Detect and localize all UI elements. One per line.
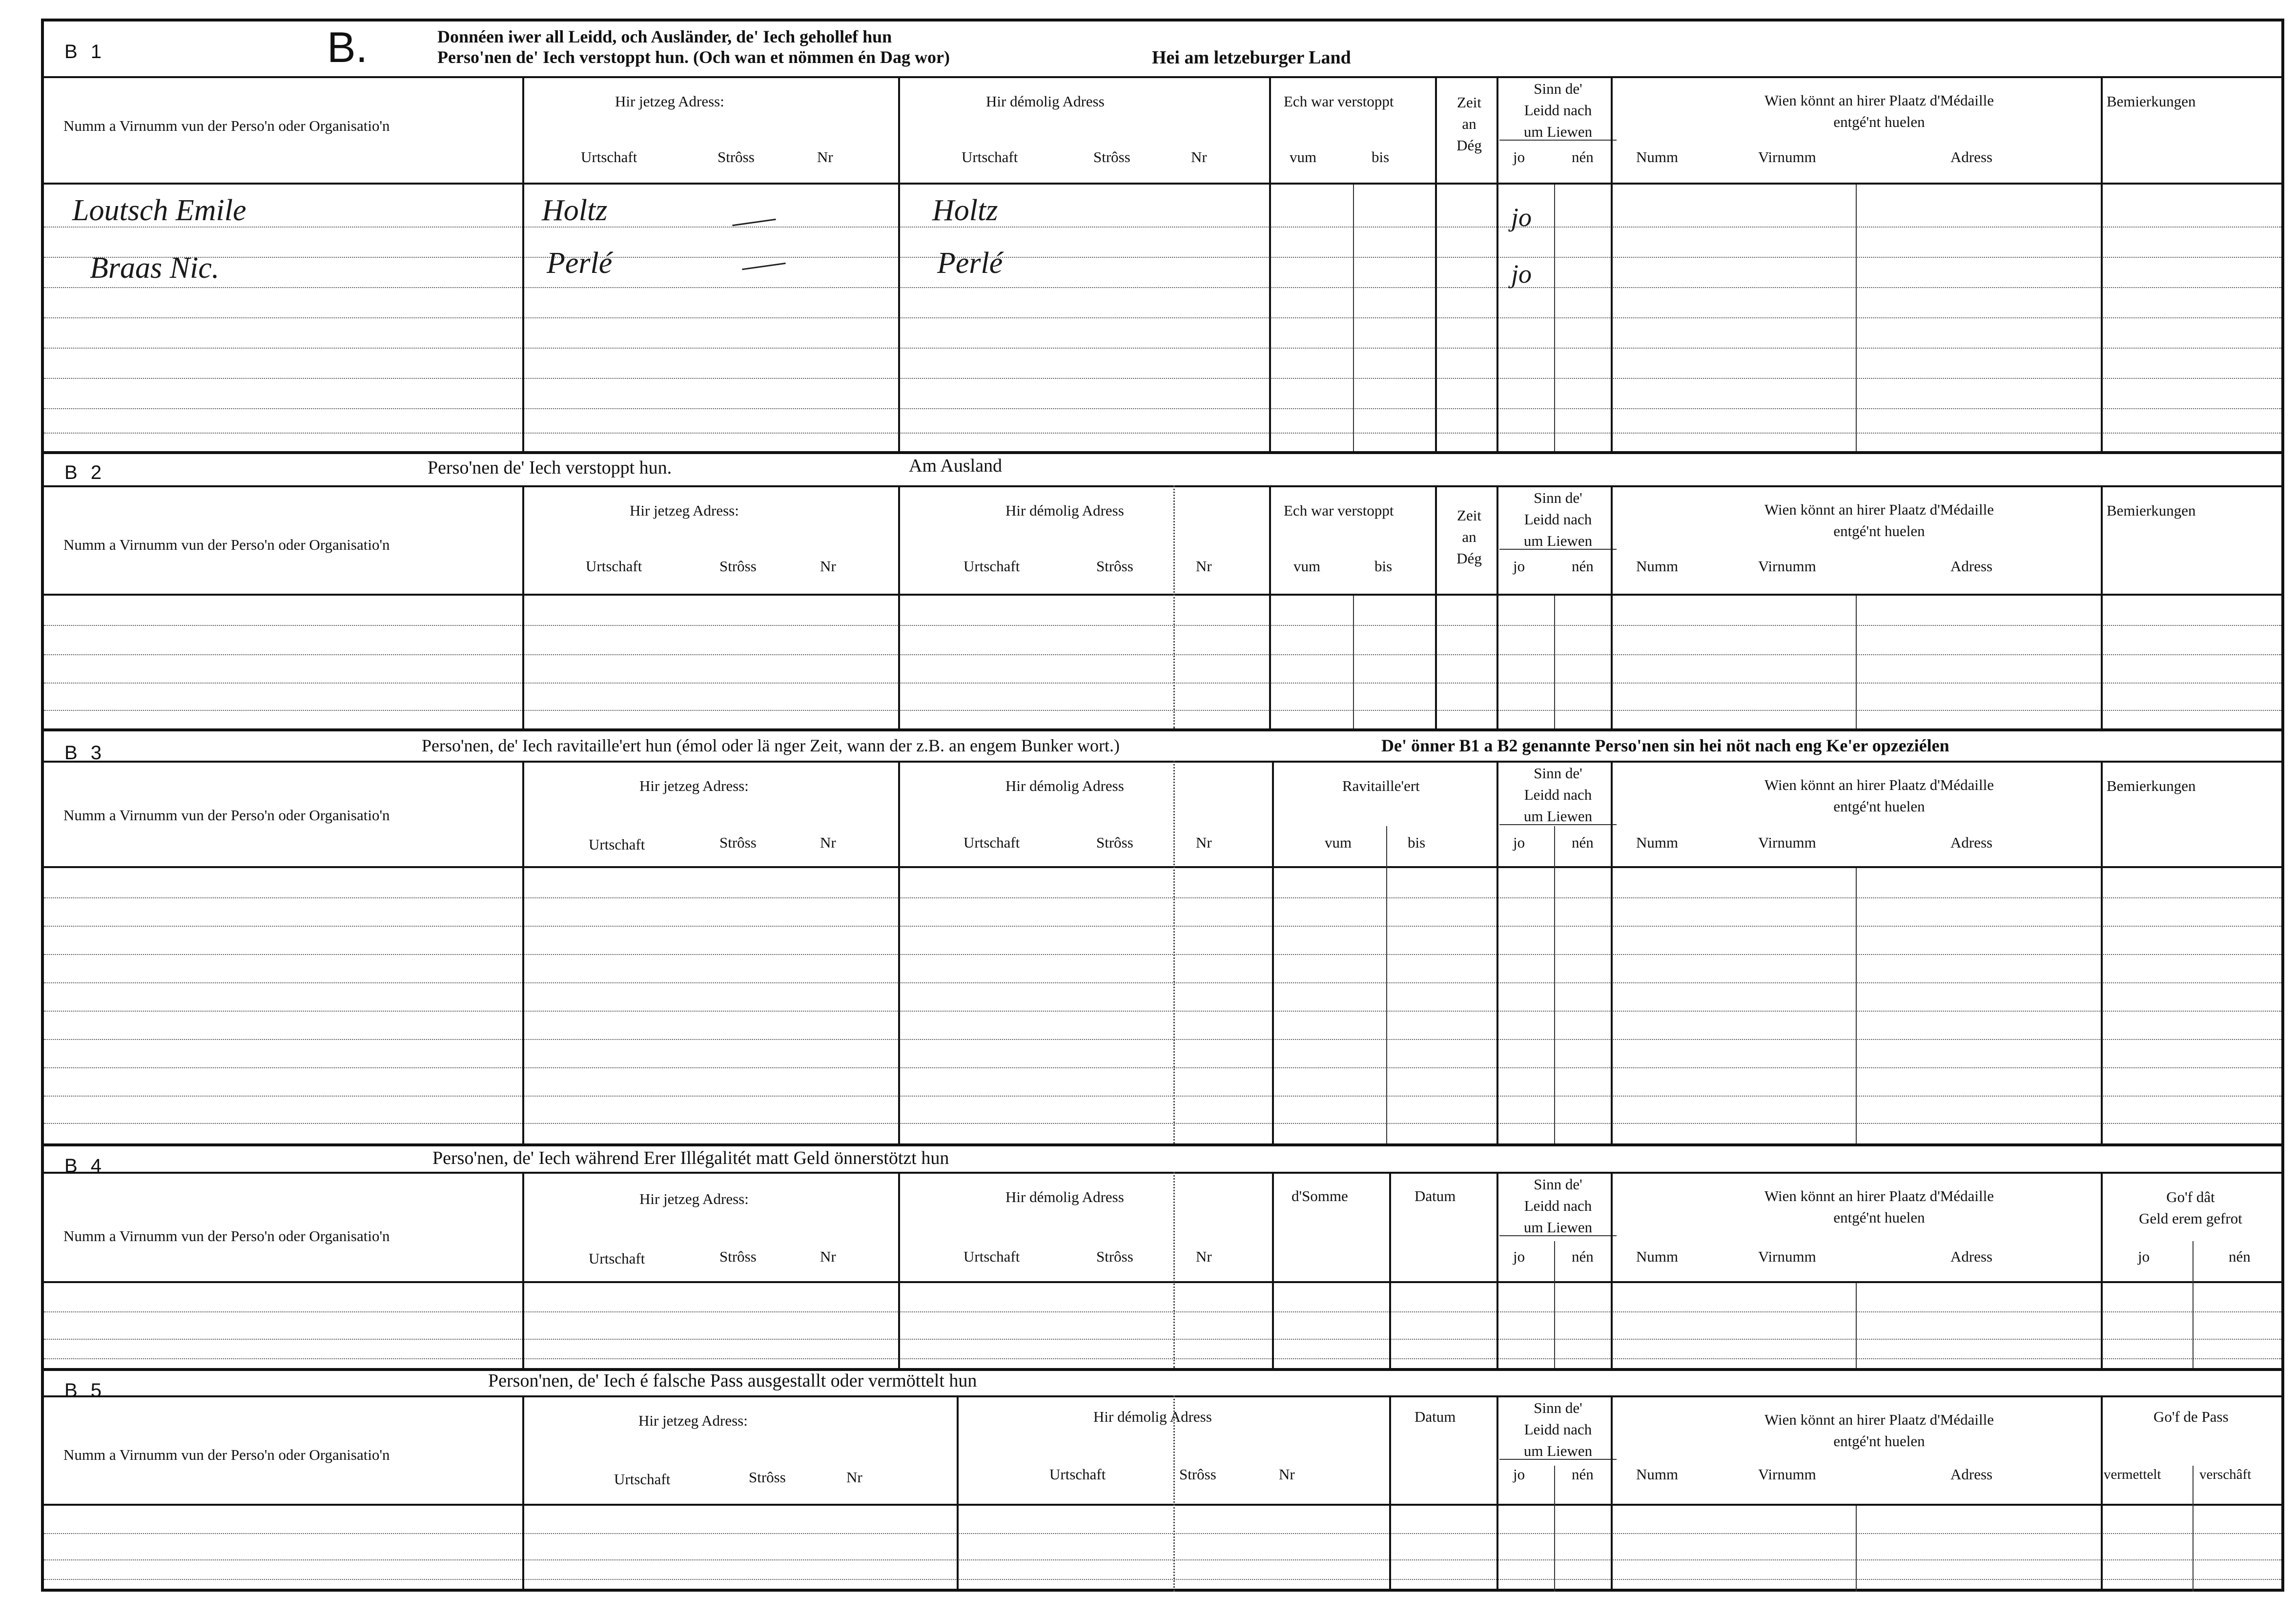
- sub-nr: Nr: [1191, 148, 1207, 166]
- survived-line2: Leidd nach: [1524, 102, 1592, 119]
- form-letter: B.: [327, 23, 368, 71]
- col-time-header: [1440, 505, 1498, 569]
- col-medal-header: [1620, 1185, 2138, 1228]
- col-medal-header: [1620, 774, 2138, 817]
- col-divider: [1611, 76, 1613, 451]
- col-divider: [2101, 761, 2103, 1143]
- section-title-extra: Hei am letzeburger Land: [1152, 47, 1351, 68]
- gift-line2: Geld erem gefrot: [2139, 1210, 2242, 1227]
- col-name-header: Numm a Virnumm vun der Perso'n oder Organisatio'n: [63, 807, 390, 824]
- sub-street: Strôss: [1096, 558, 1133, 575]
- col-divider: [898, 761, 900, 1143]
- table-row: [44, 433, 2281, 434]
- sub-divider: [1353, 185, 1354, 451]
- medal-line2: entgé'nt huelen: [1833, 1432, 1925, 1450]
- col-former-header: Hir démolig Adress: [1005, 777, 1124, 794]
- col-divider: [1269, 485, 1271, 728]
- sub-place: Urtschaft: [589, 1250, 645, 1267]
- col-hidden-header: Ech war verstoppt: [1284, 502, 1394, 519]
- table-row: [44, 654, 2281, 655]
- sub-divider: [1856, 596, 1857, 728]
- section-b2: [44, 451, 2281, 728]
- col-divider: [1496, 1172, 1498, 1368]
- sub-name: Numm: [1636, 1466, 1679, 1483]
- col-former-header: Hir démolig Adress: [986, 93, 1105, 110]
- table-row: [44, 1096, 2281, 1097]
- col-medal-header: [1620, 1409, 2138, 1452]
- sub-place: Urtschaft: [964, 1248, 1020, 1265]
- col-divider: [1611, 761, 1613, 1143]
- table-row: [44, 926, 2281, 927]
- table-row: [44, 1358, 2281, 1359]
- time-line2: an: [1462, 528, 1476, 545]
- table-row: [44, 625, 2281, 626]
- sub-divider: [1856, 1283, 1857, 1368]
- col-current-header: Hir jetzeg Adress:: [639, 1190, 749, 1207]
- sub-divider: [1386, 826, 1387, 1143]
- table-row: [44, 408, 2281, 409]
- header-row: [44, 76, 2281, 185]
- sub-firstname: Virnumm: [1758, 148, 1816, 166]
- table-row: [44, 982, 2281, 983]
- sub-nr: Nr: [1196, 558, 1212, 575]
- section-divider: [44, 451, 2281, 454]
- entry-current-place: Perlé: [547, 247, 613, 280]
- medal-line1: Wien könnt an hirer Plaatz d'Médaille: [1764, 1187, 1994, 1204]
- col-former-header: Hir démolig Adress: [1005, 1188, 1124, 1205]
- col-divider: [1496, 485, 1498, 728]
- medal-line2: entgé'nt huelen: [1833, 113, 1925, 130]
- sub-to: bis: [1408, 834, 1426, 851]
- col-divider: [898, 76, 900, 451]
- col-date-header: Datum: [1414, 1408, 1456, 1425]
- section-title-extra: Am Ausland: [909, 456, 1003, 476]
- col-name-header: Numm a Virnumm vun der Perso'n oder Organisatio'n: [63, 1227, 390, 1245]
- col-divider: [522, 761, 524, 1143]
- time-line1: Zeit: [1457, 94, 1481, 111]
- sub-from: vum: [1293, 558, 1321, 575]
- section-id: B 4: [64, 1155, 106, 1177]
- sub-place: Urtschaft: [1049, 1466, 1106, 1483]
- col-divider: [1611, 485, 1613, 728]
- survived-line3: um Liewen: [1523, 1219, 1593, 1236]
- sub-place: Urtschaft: [962, 148, 1018, 166]
- sub-divider: [1554, 1466, 1555, 1592]
- sub-divider: [1353, 596, 1354, 728]
- col-divider: [522, 76, 524, 451]
- section-divider: [44, 728, 2281, 731]
- sub-divider: [1554, 1241, 1555, 1368]
- guide-line: [1173, 485, 1175, 728]
- survived-line1: Sinn de': [1534, 80, 1582, 97]
- sub-street: Strôss: [1179, 1466, 1216, 1483]
- section-b5: [44, 1368, 2281, 1592]
- time-line3: Dég: [1456, 550, 1482, 567]
- section-id: B 3: [64, 742, 106, 764]
- col-divider: [1435, 76, 1437, 451]
- entry-current-place: Holtz: [542, 194, 608, 227]
- col-survived-header: [1499, 1397, 1617, 1462]
- table-row: [44, 1067, 2281, 1068]
- sub-nr: Nr: [820, 834, 836, 851]
- section-title: Person'nen, de' Iech é falsche Pass ausgestallt oder vermöttelt hun: [488, 1370, 977, 1391]
- sub-no: nén: [2229, 1248, 2251, 1265]
- col-divider: [2101, 1395, 2103, 1592]
- dash-mark: [742, 263, 786, 270]
- entry-name: Loutsch Emile: [72, 194, 246, 227]
- col-time-header: [1440, 92, 1498, 156]
- survived-line3: um Liewen: [1523, 808, 1593, 825]
- col-divider: [1496, 1395, 1498, 1592]
- section-title: Perso'nen, de' Iech ravitaille'ert hun (émol oder lä nger Zeit, wann der z.B. an engem Bunker wort.): [422, 736, 1120, 755]
- section-b3: [44, 728, 2281, 1143]
- table-row: [44, 257, 2281, 258]
- col-divider: [898, 485, 900, 728]
- col-survived-header: [1499, 78, 1617, 143]
- sub-yes: jo: [1513, 1248, 1525, 1265]
- col-divider: [1496, 761, 1498, 1143]
- sub-nr: Nr: [820, 1248, 836, 1265]
- sub-yes: jo: [2138, 1248, 2150, 1265]
- medal-line1: Wien könnt an hirer Plaatz d'Médaille: [1764, 501, 1994, 518]
- col-divider: [2101, 76, 2103, 451]
- col-former-header: Hir démolig Adress: [1005, 502, 1124, 519]
- sub-name: Numm: [1636, 834, 1679, 851]
- entry-former-place: Perlé: [937, 247, 1003, 280]
- header-row: [44, 1172, 2281, 1283]
- section-id: B 2: [64, 462, 106, 483]
- sub-divider: [1856, 185, 1857, 451]
- section-title: Perso'nen de' Iech verstoppt hun.: [428, 457, 672, 478]
- divider: [1499, 140, 1617, 141]
- col-divider: [1611, 1395, 1613, 1592]
- divider: [1499, 1459, 1617, 1460]
- col-date-header: Datum: [1414, 1187, 1456, 1204]
- col-medal-header: [1620, 499, 2138, 542]
- sub-nr: Nr: [846, 1469, 862, 1486]
- sub-place: Urtschaft: [586, 558, 642, 575]
- sub-yes: jo: [1513, 1466, 1525, 1483]
- medal-line2: entgé'nt huelen: [1833, 1209, 1925, 1226]
- table-row: [44, 1039, 2281, 1040]
- sub-no: nén: [1572, 834, 1594, 851]
- sub-nr: Nr: [817, 148, 833, 166]
- sub-street: Strôss: [1096, 834, 1133, 851]
- sub-street: Strôss: [718, 148, 755, 166]
- sub-address: Adress: [1950, 834, 1993, 851]
- col-divider: [1272, 761, 1274, 1143]
- sub-from: vum: [1325, 834, 1352, 851]
- medal-line2: entgé'nt huelen: [1833, 522, 1925, 540]
- section-title-line1: Donnéen iwer all Leidd, och Ausländer, de' Iech gehollef hun: [437, 27, 892, 46]
- table-row: [44, 287, 2281, 288]
- sub-made: verschâft: [2199, 1467, 2252, 1482]
- table-row: [44, 378, 2281, 379]
- divider: [1499, 549, 1617, 550]
- sub-place: Urtschaft: [589, 836, 645, 853]
- col-divider: [1496, 76, 1498, 451]
- section-id: B 1: [64, 41, 106, 62]
- sub-firstname: Virnumm: [1758, 834, 1816, 851]
- col-divider: [1611, 1172, 1613, 1368]
- survived-line2: Leidd nach: [1524, 1197, 1592, 1214]
- guide-line: [1173, 761, 1175, 1143]
- sub-no: nén: [1572, 1248, 1594, 1265]
- sub-name: Numm: [1636, 558, 1679, 575]
- sub-no: nén: [1572, 1466, 1594, 1483]
- survived-line1: Sinn de': [1534, 765, 1582, 782]
- sub-street: Strôss: [719, 1248, 757, 1265]
- survived-line1: Sinn de': [1534, 1399, 1582, 1416]
- col-survived-header: [1499, 763, 1617, 827]
- sub-divider: [2193, 1241, 2194, 1368]
- col-divider: [1435, 485, 1437, 728]
- col-divider: [522, 1395, 524, 1592]
- col-supplied-header: Ravitaille'ert: [1342, 777, 1420, 794]
- table-row: [44, 1011, 2281, 1012]
- col-divider: [2101, 1172, 2103, 1368]
- col-medal-header: [1620, 90, 2138, 133]
- sub-place: Urtschaft: [581, 148, 637, 166]
- col-divider: [522, 485, 524, 728]
- guide-line: [1173, 1395, 1175, 1592]
- medal-line2: entgé'nt huelen: [1833, 798, 1925, 815]
- sub-divider: [1856, 1506, 1857, 1592]
- col-gift-header: [2103, 1186, 2278, 1229]
- col-remarks-header: Bemierkungen: [2107, 502, 2196, 519]
- table-row: [44, 954, 2281, 955]
- col-divider: [1389, 1172, 1391, 1368]
- sub-yes: jo: [1513, 558, 1525, 575]
- sub-from: vum: [1290, 148, 1317, 166]
- section-divider: [44, 1368, 2281, 1371]
- sub-divider: [1856, 868, 1857, 1143]
- sub-divider: [2193, 1466, 2194, 1592]
- survived-line3: um Liewen: [1523, 532, 1593, 549]
- sub-address: Adress: [1950, 1466, 1993, 1483]
- divider: [1499, 1235, 1617, 1236]
- section-title-line2: Perso'nen de' Iech verstoppt hun. (Och wan et nömmen én Dag wor): [437, 47, 950, 67]
- gift-line1: Go'f dât: [2166, 1188, 2215, 1205]
- sub-name: Numm: [1636, 1248, 1679, 1265]
- sub-place: Urtschaft: [614, 1471, 671, 1488]
- header-row: [44, 761, 2281, 868]
- sub-to: bis: [1374, 558, 1393, 575]
- sub-street: Strôss: [749, 1469, 786, 1486]
- sub-firstname: Virnumm: [1758, 1248, 1816, 1265]
- divider: [1499, 824, 1617, 825]
- section-id: B 5: [64, 1380, 106, 1401]
- sub-no: nén: [1572, 558, 1594, 575]
- sub-street: Strôss: [719, 558, 757, 575]
- table-row: [44, 683, 2281, 684]
- col-divider: [2101, 485, 2103, 728]
- sub-divider: [1554, 596, 1555, 728]
- section-title-extra: De' önner B1 a B2 genannte Perso'nen sin hei nöt nach eng Ke'er opzeziélen: [1381, 736, 1949, 755]
- table-row: [44, 710, 2281, 711]
- table-row: [44, 1579, 2281, 1580]
- entry-survived: jo: [1511, 203, 1532, 232]
- col-current-header: Hir jetzeg Adress:: [638, 1412, 748, 1429]
- table-row: [44, 1123, 2281, 1124]
- sub-divider: [1554, 185, 1555, 451]
- time-line1: Zeit: [1457, 507, 1481, 524]
- header-row: [44, 1395, 2281, 1506]
- sub-yes: jo: [1513, 148, 1525, 166]
- survived-line1: Sinn de': [1534, 489, 1582, 506]
- table-row: [44, 317, 2281, 318]
- header-row: [44, 485, 2281, 596]
- col-remarks-header: Bemierkungen: [2107, 93, 2196, 110]
- time-line2: an: [1462, 115, 1476, 132]
- col-divider: [1269, 76, 1271, 451]
- col-former-header: Hir démolig Adress: [1093, 1408, 1212, 1425]
- col-name-header: Numm a Virnumm vun der Perso'n oder Organisatio'n: [63, 1446, 390, 1463]
- col-divider: [957, 1395, 959, 1592]
- table-row: [44, 1311, 2281, 1312]
- sub-nr: Nr: [820, 558, 836, 575]
- col-survived-header: [1499, 487, 1617, 552]
- survived-line3: um Liewen: [1523, 123, 1593, 140]
- sub-place: Urtschaft: [964, 834, 1020, 851]
- section-b1: [44, 21, 2281, 451]
- table-row: [44, 1533, 2281, 1534]
- medal-line1: Wien könnt an hirer Plaatz d'Médaille: [1764, 776, 1994, 793]
- col-current-header: Hir jetzeg Adress:: [639, 777, 749, 794]
- sub-name: Numm: [1636, 148, 1679, 166]
- sub-firstname: Virnumm: [1758, 558, 1816, 575]
- table-row: [44, 897, 2281, 898]
- col-divider: [898, 1172, 900, 1368]
- survived-line2: Leidd nach: [1524, 1421, 1592, 1438]
- col-name-header: Numm a Virnumm vun der Perso'n oder Organisatio'n: [63, 536, 390, 553]
- sub-divider: [1554, 826, 1555, 1143]
- survived-line1: Sinn de': [1534, 1176, 1582, 1193]
- guide-line: [1173, 1172, 1175, 1368]
- table-row: [44, 227, 2281, 228]
- section-title: Perso'nen, de' Iech während Erer Illégalitét matt Geld önnerstötzt hun: [432, 1148, 949, 1168]
- col-pass-header: Go'f de Pass: [2153, 1408, 2229, 1425]
- sub-to: bis: [1372, 148, 1390, 166]
- sub-street: Strôss: [1096, 1248, 1133, 1265]
- sub-address: Adress: [1950, 558, 1993, 575]
- time-line3: Dég: [1456, 137, 1482, 154]
- survived-line3: um Liewen: [1523, 1442, 1593, 1459]
- table-row: [44, 1339, 2281, 1340]
- sub-nr: Nr: [1279, 1466, 1295, 1483]
- table-row: [44, 348, 2281, 349]
- entry-name: Braas Nic.: [90, 251, 220, 285]
- section-divider: [44, 1143, 2281, 1146]
- entry-survived: jo: [1511, 259, 1532, 289]
- col-current-header: Hir jetzeg Adress:: [615, 93, 724, 110]
- sub-yes: jo: [1513, 834, 1525, 851]
- col-sum-header: d'Somme: [1292, 1187, 1348, 1204]
- dash-mark: [732, 219, 776, 226]
- col-divider: [522, 1172, 524, 1368]
- col-divider: [1389, 1395, 1391, 1592]
- sub-nr: Nr: [1196, 834, 1212, 851]
- sub-place: Urtschaft: [964, 558, 1020, 575]
- medal-line1: Wien könnt an hirer Plaatz d'Médaille: [1764, 92, 1994, 109]
- sub-firstname: Virnumm: [1758, 1466, 1816, 1483]
- sub-address: Adress: [1950, 148, 1993, 166]
- sub-address: Adress: [1950, 1248, 1993, 1265]
- sub-street: Strôss: [1093, 148, 1130, 166]
- sub-nr: Nr: [1196, 1248, 1212, 1265]
- survived-line2: Leidd nach: [1524, 786, 1592, 803]
- entry-former-place: Holtz: [932, 194, 998, 227]
- sub-street: Strôss: [719, 834, 757, 851]
- col-name-header: Numm a Virnumm vun der Perso'n oder Organisatio'n: [63, 117, 390, 134]
- col-divider: [1272, 1172, 1274, 1368]
- section-b4: [44, 1143, 2281, 1368]
- table-row: [44, 1559, 2281, 1560]
- col-remarks-header: Bemierkungen: [2107, 777, 2196, 794]
- form-page: [41, 19, 2284, 1592]
- sub-no: nén: [1572, 148, 1594, 166]
- sub-issued: vermettelt: [2104, 1467, 2161, 1482]
- medal-line1: Wien könnt an hirer Plaatz d'Médaille: [1764, 1411, 1994, 1428]
- col-survived-header: [1499, 1174, 1617, 1238]
- col-current-header: Hir jetzeg Adress:: [630, 502, 739, 519]
- survived-line2: Leidd nach: [1524, 511, 1592, 528]
- col-hidden-header: Ech war verstoppt: [1284, 93, 1394, 110]
